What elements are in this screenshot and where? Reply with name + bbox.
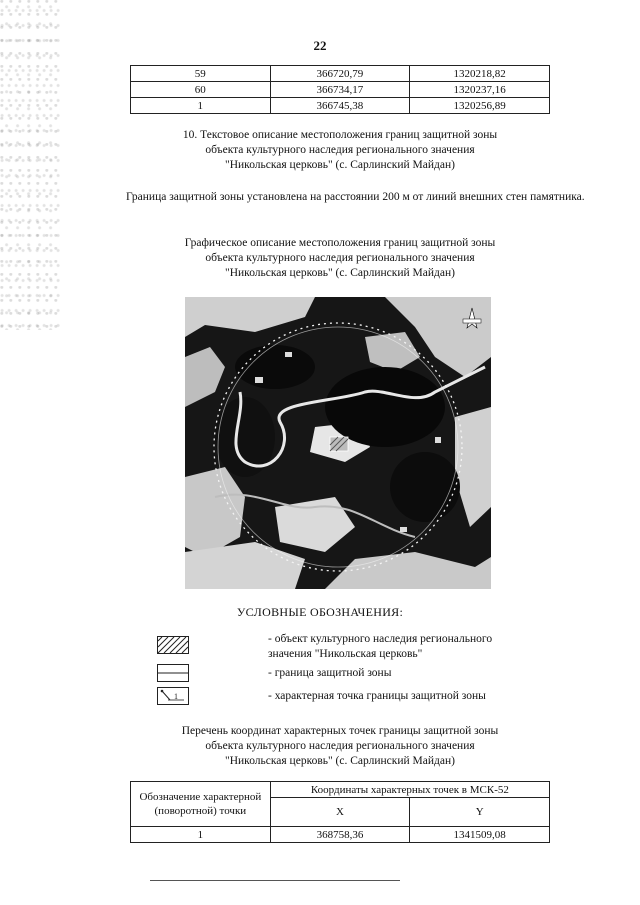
- footer-rule: [150, 880, 400, 881]
- aerial-photo: [185, 297, 491, 589]
- y-header: Y: [410, 798, 550, 827]
- graphic-description-heading: [120, 236, 560, 281]
- boundary-line-icon: [158, 665, 188, 681]
- point-designation-header: Обозначение характерной (поворотной) точки: [131, 782, 271, 827]
- legend-line: - объект культурного наследия регионального: [268, 633, 493, 645]
- point-id: 60: [131, 82, 271, 98]
- y-value: 1341509,08: [410, 827, 550, 843]
- heading-line: объекта культурного наследия регионального значения: [205, 252, 475, 264]
- table-row: [131, 98, 550, 114]
- heading-line: Графическое описание местоположения границ защитной зоны: [184, 237, 496, 249]
- legend-zone-boundary: - граница защитной зоны: [268, 667, 392, 679]
- table-row: [131, 827, 550, 843]
- boundary-description: Граница защитной зоны установлена на расстоянии 200 м от линий внешних стен памятника.: [126, 191, 585, 203]
- zone-boundary-symbol: [157, 664, 189, 682]
- legend-characteristic-point: - характерная точка границы защитной зоны: [268, 690, 486, 702]
- coordinates-group-header: Координаты характерных точек в МСК-52: [270, 782, 549, 798]
- legend-line: значения "Никольская церковь": [268, 648, 423, 660]
- y-value: 1320256,89: [410, 98, 550, 114]
- heading-line: 10. Текстовое описание местоположения границ защитной зоны: [182, 129, 498, 141]
- heading-line: "Никольская церковь" (с. Сарлинский Майдан): [225, 267, 455, 279]
- aerial-map: [185, 297, 491, 589]
- x-value: 366734,17: [270, 82, 410, 98]
- legend-title: УСЛОВНЫЕ ОБОЗНАЧЕНИЯ:: [236, 605, 404, 619]
- x-value: 366745,38: [270, 98, 410, 114]
- table-header-row: [131, 782, 550, 798]
- point-id: 59: [131, 66, 271, 82]
- heading-line: "Никольская церковь" (с. Сарлинский Майдан): [225, 755, 455, 767]
- point-label: 1: [174, 692, 178, 701]
- y-value: 1320237,16: [410, 82, 550, 98]
- point-marker-icon: [158, 688, 188, 704]
- section-10-heading: [120, 128, 560, 173]
- x-header: X: [270, 798, 410, 827]
- characteristic-point-symbol: [157, 687, 189, 705]
- point-id: 1: [131, 98, 271, 114]
- legend-heritage-object: [268, 632, 568, 662]
- heading-line: Перечень координат характерных точек границы защитной зоны: [181, 725, 499, 737]
- point-id: 1: [131, 827, 271, 843]
- heading-line: объекта культурного наследия регионального значения: [205, 144, 475, 156]
- heritage-object-symbol: [157, 636, 189, 654]
- heading-line: "Никольская церковь" (с. Сарлинский Майдан): [225, 159, 455, 171]
- x-value: 368758,36: [270, 827, 410, 843]
- coordinates-list-heading: [120, 724, 560, 769]
- y-value: 1320218,82: [410, 66, 550, 82]
- coordinates-table: [130, 781, 550, 843]
- heading-line: объекта культурного наследия регионального значения: [205, 740, 475, 752]
- coordinates-table-continued: [130, 65, 550, 114]
- x-value: 366720,79: [270, 66, 410, 82]
- page-number: 22: [313, 38, 327, 53]
- table-row: [131, 82, 550, 98]
- hatch-icon: [158, 637, 188, 653]
- table-row: [131, 66, 550, 82]
